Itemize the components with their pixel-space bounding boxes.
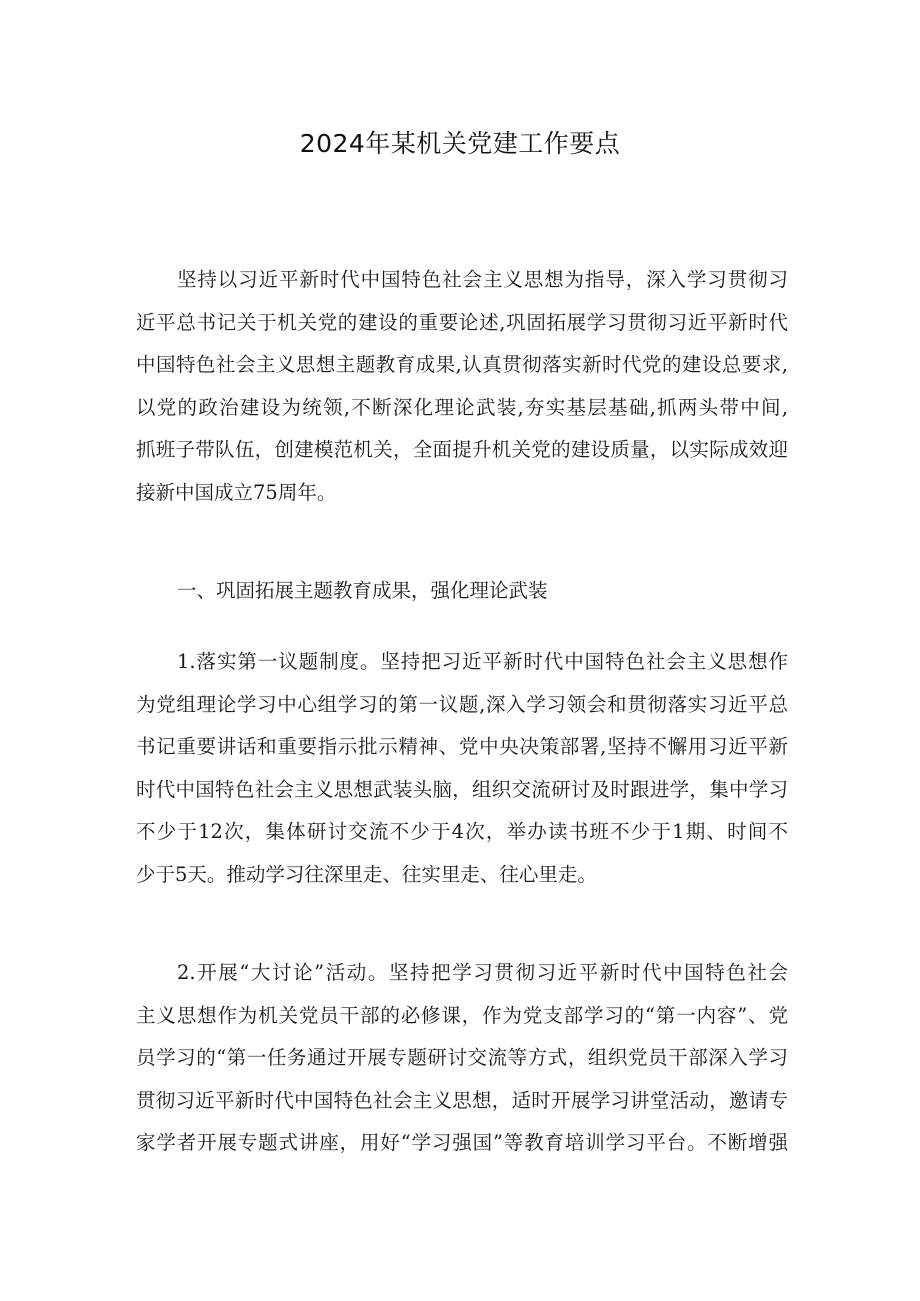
paragraph-line: 书记重要讲话和重要指示批示精神、党中央决策部署,坚持不懈用习近平新: [136, 735, 788, 759]
paragraph-line: 抓班子带队伍，创建模范机关，全面提升机关党的建设质量，以实际成效迎: [136, 438, 788, 462]
intro-paragraph: [136, 259, 788, 515]
paragraph-line: 以党的政治建设为统领,不断深化理论武装,夯实基层基础,抓两头带中间,: [136, 395, 788, 419]
paragraph-line: 坚持以习近平新时代中国特色社会主义思想为指导，深入学习贯彻习: [177, 268, 788, 291]
paragraph-line: 近平总书记关于机关党的建设的重要论述,巩固拓展学习贯彻习近平新时代: [136, 310, 788, 334]
item-2-paragraph: [136, 952, 788, 1165]
paragraph-line: 1.落实第一议题制度。坚持把习近平新时代中国特色社会主义思想作: [177, 650, 788, 673]
section-heading: [136, 570, 788, 613]
document-title: 2024年某机关党建工作要点: [299, 129, 621, 158]
paragraph-line: 为党组理论学习中心组学习的第一议题,深入学习领会和贯彻落实习近平总: [136, 692, 788, 716]
paragraph-line: 主义思想作为机关党员干部的必修课，作为党支部学习的“第一内容”、党: [136, 1003, 788, 1027]
paragraph-line: 接新中国成立75周年。: [136, 480, 337, 504]
paragraph-line: 员学习的“第一任务通过开展专题研讨交流等方式，组织党员干部深入学习: [136, 1046, 788, 1070]
paragraph-line: 中国特色社会主义思想主题教育成果,认真贯彻落实新时代党的建设总要求,: [136, 353, 788, 377]
paragraph-line: 不少于12次，集体研讨交流不少于4次，举办读书班不少于1期、时间不: [136, 820, 788, 844]
paragraph-line: 少于5天。推动学习往深里走、往实里走、往心里走。: [136, 862, 597, 886]
paragraph-line: 家学者开展专题式讲座，用好“学习强国”等教育培训学习平台。不断增强: [136, 1131, 788, 1155]
section-heading-text: 一、巩固拓展主题教育成果，强化理论武装: [177, 579, 548, 602]
paragraph-line: 贯彻习近平新时代中国特色社会主义思想，适时开展学习讲堂活动，邀请专: [136, 1088, 788, 1112]
paragraph-line: 2.开展“大讨论”活动。坚持把学习贯彻习近平新时代中国特色社会: [177, 961, 788, 984]
paragraph-line: 时代中国特色社会主义思想武装头脑，组织交流研讨及时跟进学，集中学习: [136, 777, 788, 801]
item-1-paragraph: [136, 641, 788, 897]
